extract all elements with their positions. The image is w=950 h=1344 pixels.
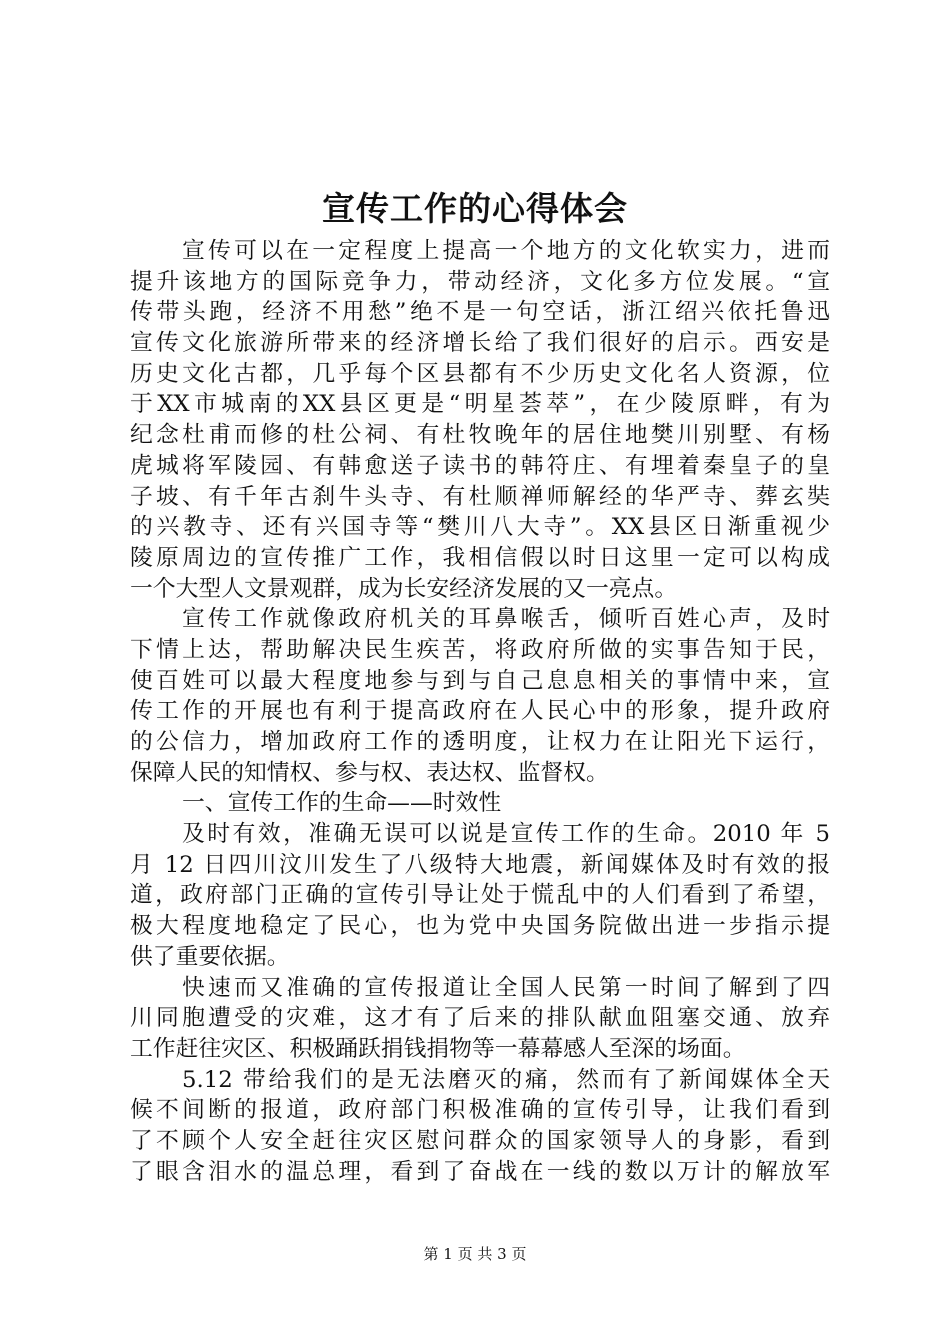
text-line: 虎城将军陵园、有韩愈送子读书的韩符庄、有埋着秦皇子的皇 bbox=[130, 452, 830, 479]
text-line: 供了重要依据。 bbox=[130, 943, 290, 970]
text-line: 保障人民的知情权、参与权、表达权、监督权。 bbox=[130, 759, 609, 786]
text-line: 的兴教寺、还有兴国寺等“樊川八大寺”。XX县区日渐重视少 bbox=[130, 514, 830, 541]
text-line: 5.12 带给我们的是无法磨灭的痛，然而有了新闻媒体全天 bbox=[182, 1066, 830, 1093]
text-line: 道，政府部门正确的宣传引导让处于慌乱中的人们看到了希望， bbox=[130, 882, 830, 909]
text-line: 子坡、有千年古刹牛头寺、有杜顺禅师解经的华严寺、葬玄奘 bbox=[130, 483, 830, 510]
text-line: 一个大型人文景观群，成为长安经济发展的又一亮点。 bbox=[130, 575, 678, 602]
text-line: 了不顾个人安全赶往灾区慰问群众的国家领导人的身影，看到 bbox=[130, 1127, 830, 1154]
text-line: 的公信力，增加政府工作的透明度，让权力在让阳光下运行， bbox=[130, 729, 830, 755]
text-line: 快速而又准确的宣传报道让全国人民第一时间了解到了四 bbox=[182, 974, 830, 1001]
document-body bbox=[130, 236, 830, 1187]
text-line: 宣传文化旅游所带来的经济增长给了我们很好的启示。西安是 bbox=[130, 330, 830, 357]
text-line: 提升该地方的国际竞争力，带动经济，文化多方位发展。“宣 bbox=[130, 268, 830, 295]
text-line: 使百姓可以最大程度地参与到与自己息息相关的事情中来，宣 bbox=[130, 667, 830, 694]
document-title: 宣传工作的心得体会 bbox=[322, 189, 628, 228]
text-line: 及时有效，准确无误可以说是宣传工作的生命。2010 年 5 bbox=[182, 821, 830, 848]
section-heading: 一、宣传工作的生命——时效性 bbox=[182, 790, 502, 817]
text-line: 传带头跑，经济不用愁”绝不是一句空话，浙江绍兴依托鲁迅 bbox=[130, 299, 830, 326]
text-line: 月 12 日四川汶川发生了八级特大地震，新闻媒体及时有效的报 bbox=[130, 851, 830, 878]
text-line: 候不间断的报道，政府部门积极准确的宣传引导，让我们看到 bbox=[130, 1097, 830, 1124]
page-footer: 第 1 页 共 3 页 bbox=[423, 1245, 527, 1263]
text-line: 宣传工作就像政府机关的耳鼻喉舌，倾听百姓心声，及时 bbox=[182, 606, 830, 633]
text-line: 历史文化古都，几乎每个区县都有不少历史文化名人资源，位 bbox=[130, 360, 830, 387]
text-line: 宣传可以在一定程度上提高一个地方的文化软实力，进而 bbox=[182, 238, 830, 264]
text-line: 纪念杜甫而修的杜公祠、有杜牧晚年的居住地樊川别墅、有杨 bbox=[130, 422, 830, 449]
text-line: 极大程度地稳定了民心，也为党中央国务院做出进一步指示提 bbox=[130, 913, 830, 940]
text-line: 于XX市城南的XX县区更是“明星荟萃”，在少陵原畔，有为 bbox=[130, 391, 830, 418]
text-line: 工作赶往灾区、积极踊跃捐钱捐物等一幕幕感人至深的场面。 bbox=[130, 1035, 746, 1062]
text-line: 传工作的开展也有利于提高政府在人民心中的形象，提升政府 bbox=[130, 698, 830, 725]
text-line: 下情上达，帮助解决民生疾苦，将政府所做的实事告知于民， bbox=[130, 636, 830, 663]
text-line: 了眼含泪水的温总理，看到了奋战在一线的数以万计的解放军 bbox=[130, 1158, 830, 1185]
text-line: 川同胞遭受的灾难，这才有了后来的排队献血阻塞交通、放弃 bbox=[130, 1005, 830, 1032]
text-line: 陵原周边的宣传推广工作，我相信假以时日这里一定可以构成 bbox=[130, 544, 830, 571]
